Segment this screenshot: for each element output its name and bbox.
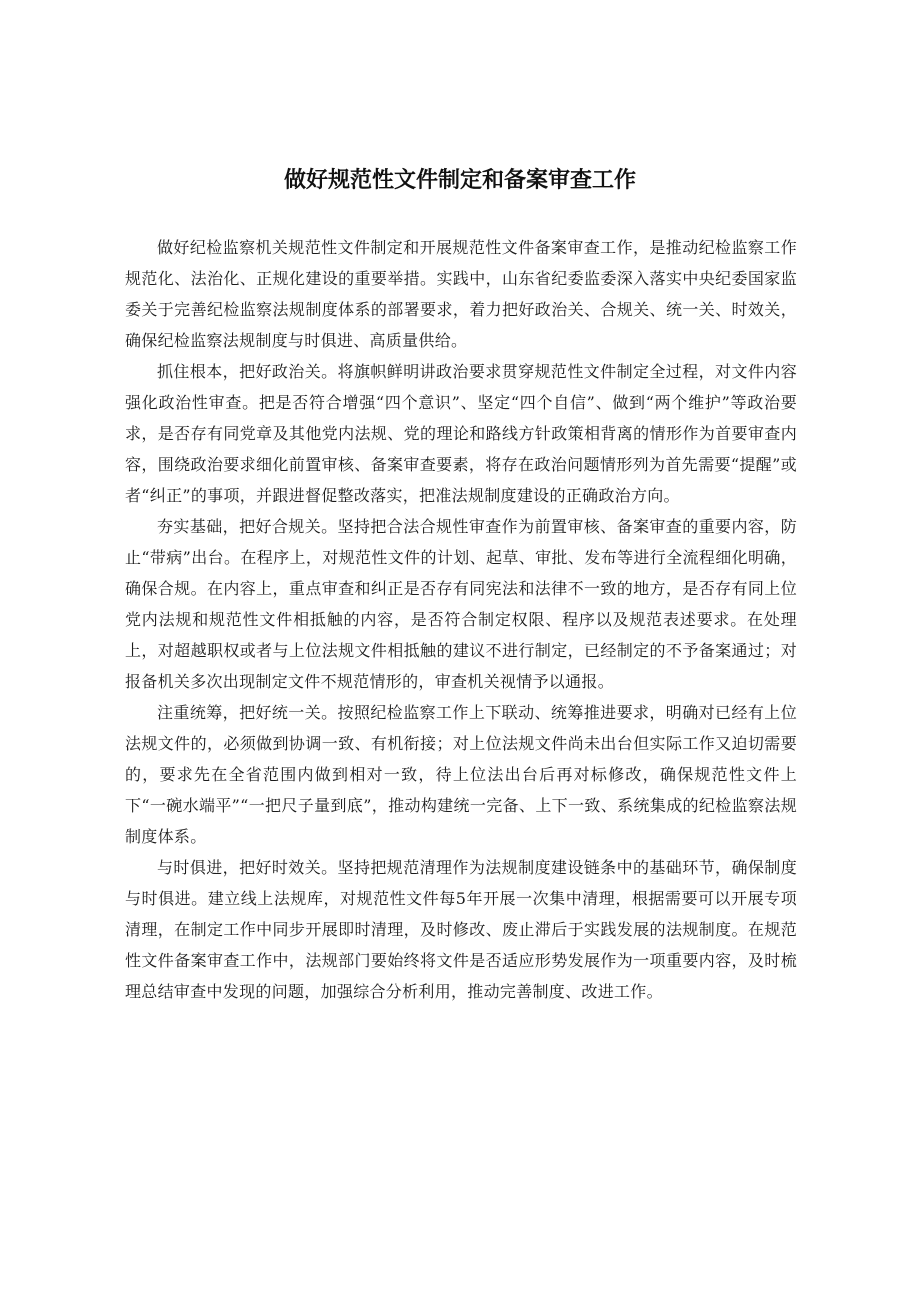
paragraph-timeliness: 与时俱进，把好时效关。坚持把规范清理作为法规制度建设链条中的基础环节，确保制度与时俱进。建立线上法规库，对规范性文件每5年开展一次集中清理，根据需要可以开展专项清理，在制定工作中同步开展即时清理，及时修改、废止滞后于实践发展的法规制度。在规范性文件备案审查工作中，法规部门要始终将文件是否适应形势发展作为一项重要内容，及时梳理总结审查中发现的问题，加强综合分析利用，推动完善制度、改进工作。: [125, 858, 797, 1001]
document-body: [125, 232, 797, 1007]
paragraph-intro: 做好纪检监察机关规范性文件制定和开展规范性文件备案审查工作，是推动纪检监察工作规范化、法治化、正规化建设的重要举措。实践中，山东省纪委监委深入落实中央纪委国家监委关于完善纪检监察法规制度体系的部署要求，着力把好政治关、合规关、统一关、时效关，确保纪检监察法规制度与时俱进、高质量供给。: [125, 238, 797, 350]
paragraph-unity: 注重统筹，把好统一关。按照纪检监察工作上下联动、统筹推进要求，明确对已经有上位法规文件的，必须做到协调一致、有机衔接；对上位法规文件尚未出台但实际工作又迫切需要的，要求先在全省范围内做到相对一致，待上位法出台后再对标修改，确保规范性文件上下“一碗水端平”“一把尺子量到底”，推动构建统一完备、上下一致、系统集成的纪检监察法规制度体系。: [125, 703, 797, 846]
document-title: 做好规范性文件制定和备案审查工作: [283, 168, 636, 193]
paragraph-compliance: 夯实基础，把好合规关。坚持把合法合规性审查作为前置审核、备案审查的重要内容，防止“带病”出台。在程序上，对规范性文件的计划、起草、审批、发布等进行全流程细化明确，确保合规。在内容上，重点审查和纠正是否存有同宪法和法律不一致的地方，是否存有同上位党内法规和规范性文件相抵触的内容，是否符合制定权限、程序以及规范表述要求。在处理上，对超越职权或者与上位法规文件相抵触的建议不进行制定，已经制定的不予备案通过；对报备机关多次出现制定文件不规范情形的，审查机关视情予以通报。: [125, 517, 797, 691]
paragraph-political: 抓住根本，把好政治关。将旗帜鲜明讲政治要求贯穿规范性文件制定全过程，对文件内容强化政治性审查。把是否符合增强“四个意识”、坚定“四个自信”、做到“两个维护”等政治要求，是否存有同党章及其他党内法规、党的理论和路线方针政策相背离的情形作为首要审查内容，围绕政治要求细化前置审核、备案审查要素，将存在政治问题情形列为首先需要“提醒”或者“纠正”的事项，并跟进督促整改落实，把准法规制度建设的正确政治方向。: [125, 362, 797, 505]
